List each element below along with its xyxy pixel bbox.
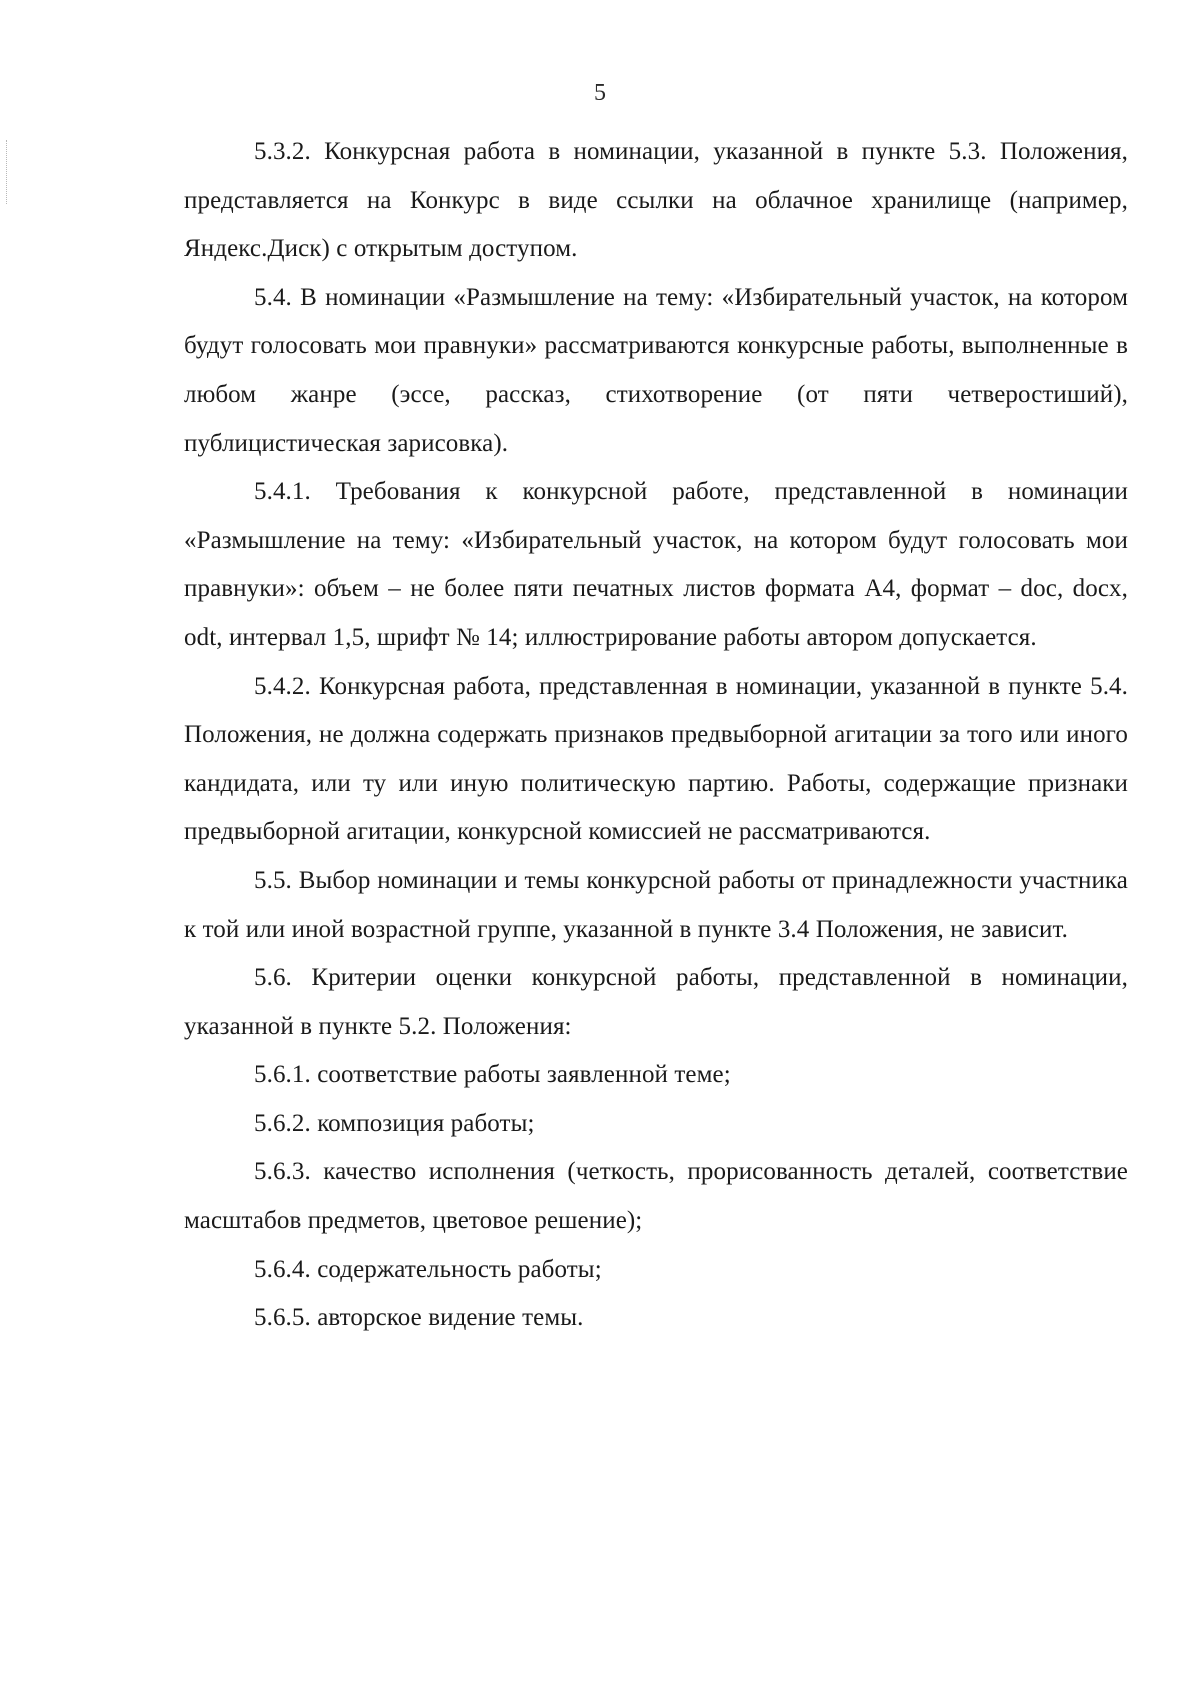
paragraph-5-4-1: 5.4.1. Требования к конкурсной работе, представленной в номинации «Размышление на тему: «Избирательный участок, на котором будут голосовать мои правнуки»: объем – не более пяти печатных листов формата А4, формат – doc, docx, odt, интервал 1,5, шрифт № 14; иллюстрирование работы автором допускается.: [184, 478, 1128, 651]
scan-margin-mark: [6, 140, 9, 204]
paragraph-5-3-2: 5.3.2. Конкурсная работа в номинации, указанной в пункте 5.3. Положения, представляется на Конкурс в виде ссылки на облачное хранилище (например, Яндекс.Диск) с открытым доступом.: [184, 138, 1128, 263]
paragraph-5-6-2: 5.6.2. композиция работы;: [254, 1109, 535, 1137]
paragraph-5-6-1: 5.6.1. соответствие работы заявленной теме;: [254, 1061, 731, 1089]
paragraph-5-4-2: 5.4.2. Конкурсная работа, представленная в номинации, указанной в пункте 5.4. Положения, не должна содержать признаков предвыборной агитации за того или иного кандидата, или ту или иную политическую партию. Работы, содержащие признаки предвыборной агитации, конкурсной комиссией не рассматриваются.: [184, 672, 1128, 846]
page-number: 5: [594, 80, 606, 106]
paragraph-5-4: 5.4. В номинации «Размышление на тему: «Избирательный участок, на котором будут голосовать мои правнуки» рассматриваются конкурсные работы, выполненные в любом жанре (эссе, рассказ, стихотворение (от пяти четверостиший), публицистическая зарисовка).: [184, 283, 1128, 457]
paragraph-5-6-5: 5.6.5. авторское видение темы.: [254, 1304, 584, 1332]
paragraph-5-5: 5.5. Выбор номинации и темы конкурсной работы от принадлежности участника к той или иной возрастной группе, указанной в пункте 3.4 Положения, не зависит.: [184, 866, 1128, 943]
paragraph-5-6-3: 5.6.3. качество исполнения (четкость, прорисованность деталей, соответствие масштабов предметов, цветовое решение);: [184, 1158, 1128, 1235]
document-body: [184, 128, 1128, 1343]
paragraph-5-6-4: 5.6.4. содержательность работы;: [254, 1255, 602, 1283]
paragraph-5-6: 5.6. Критерии оценки конкурсной работы, представленной в номинации, указанной в пункте 5.2. Положения:: [184, 964, 1128, 1040]
